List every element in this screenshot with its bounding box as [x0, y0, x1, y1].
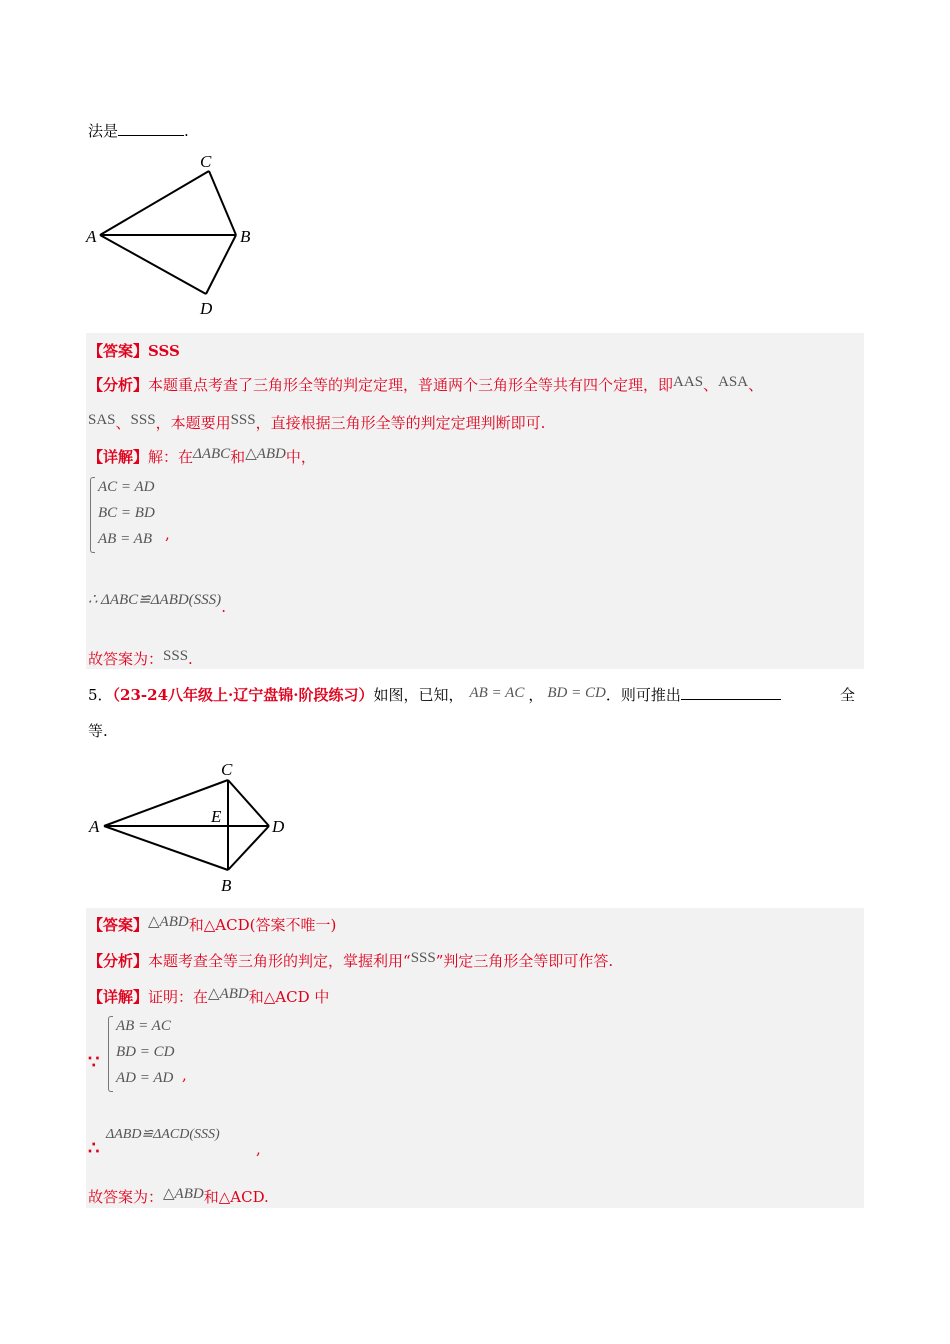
math-asa: ASA	[718, 374, 749, 390]
detail-text-b: 和△ACD 中	[248, 988, 330, 1006]
answer-blank	[118, 135, 184, 136]
therefore-symbol: ∴	[88, 1138, 100, 1159]
math-aas: AAS	[673, 374, 704, 390]
top-suffix: .	[184, 122, 189, 140]
q4-answer-line	[88, 340, 180, 361]
q5-final-line	[88, 1186, 269, 1207]
eq-bc-bd: BC = BD	[98, 505, 155, 521]
q5-analysis-line	[88, 950, 613, 971]
label-c: C	[221, 760, 233, 779]
label-d: D	[200, 299, 213, 318]
because-symbol: ∵	[88, 1052, 100, 1073]
final-text-a: 故答案为：	[88, 650, 164, 668]
separator: ，	[528, 686, 544, 704]
q5-stem-line-2: 等.	[88, 722, 108, 740]
label-e: E	[211, 807, 222, 826]
detail-text-b: 和	[230, 448, 246, 466]
analysis-tag: 【分析】	[88, 952, 149, 970]
final-text-a: 故答案为：	[88, 1188, 164, 1206]
detail-tag: 【详解】	[88, 988, 149, 1006]
math-ab-ac: AB = AC	[469, 685, 525, 701]
analysis-text-a: 本题重点考查了三角形全等的判定定理，普通两个三角形全等共有四个定理，即	[148, 376, 674, 394]
segment-ac	[100, 171, 209, 235]
analysis-text-c: ，直接根据三角形全等的判定定理判断即可.	[255, 414, 546, 432]
analysis-text-b: ”判定三角形全等即可作答.	[435, 952, 614, 970]
answer-tag: 【答案】	[88, 916, 149, 934]
math-triangle-abd: △ABD	[208, 986, 249, 1002]
segment-ab	[104, 826, 228, 870]
label-d: D	[272, 817, 285, 836]
math-sas: SAS	[88, 412, 116, 428]
math-triangle-abd: △ABD	[148, 914, 189, 930]
analysis-tag: 【分析】	[88, 376, 149, 394]
question-source: （23-24八年级上·辽宁盘锦·阶段练习）	[112, 686, 374, 704]
eq-ab-ac: AB = AC	[116, 1018, 171, 1034]
segment-ad	[100, 235, 206, 294]
segment-db	[206, 235, 236, 294]
system-brace	[90, 477, 95, 553]
math-sss: SSS	[130, 412, 156, 428]
q4-analysis-line-2	[88, 412, 545, 433]
analysis-text-a: 本题考查全等三角形的判定，掌握利用“	[148, 952, 411, 970]
segment-cb	[209, 171, 236, 235]
answer-value: SSS	[148, 342, 180, 360]
conclusion-math: ∴ ΔABC≌ΔABD(SSS)	[88, 592, 222, 608]
system-brace	[108, 1016, 113, 1092]
math-bd-cd: BD = CD	[547, 685, 606, 701]
eq-ac-ad: AC = AD	[98, 479, 155, 495]
figure-quadrilateral-acbd	[80, 150, 280, 320]
separator: 、	[748, 376, 764, 394]
final-text-b: 和△ACD.	[203, 1188, 269, 1206]
detail-text-a: 证明：在	[148, 988, 209, 1006]
label-b: B	[221, 876, 232, 895]
separator: 、	[115, 414, 131, 432]
answer-tag: 【答案】	[88, 342, 149, 360]
eq-bd-cd: BD = CD	[116, 1044, 175, 1060]
conclusion-comma: ,	[256, 1140, 261, 1158]
eq-ab-ab: AB = AB	[98, 531, 153, 547]
top-line	[88, 120, 189, 141]
q4-analysis-line-1	[88, 374, 763, 395]
q4-detail-line	[88, 446, 316, 467]
segment-bd	[228, 826, 269, 870]
detail-tag: 【详解】	[88, 448, 149, 466]
conclusion-dot: .	[221, 598, 226, 616]
label-c: C	[200, 152, 212, 171]
answer-text: 和△ACD(答案不唯一)	[188, 916, 337, 934]
q5-stem-line-1	[88, 684, 858, 705]
final-math: △ABD	[163, 1186, 204, 1202]
math-sss-2: SSS	[230, 412, 256, 428]
detail-text-c: 中，	[285, 448, 316, 466]
segment-cd	[228, 780, 269, 826]
separator: 、	[703, 376, 719, 394]
system-comma: ,	[182, 1066, 187, 1084]
detail-text-a: 解：在	[148, 448, 194, 466]
label-b: B	[240, 227, 251, 246]
final-math: SSS	[163, 648, 189, 664]
figure-kite-acdb	[80, 755, 310, 900]
analysis-text-b: ，本题要用	[155, 414, 231, 432]
label-a: A	[86, 227, 97, 246]
top-text: 法是	[88, 122, 119, 140]
q5-detail-line	[88, 986, 329, 1007]
eq-ad-ad: AD = AD	[116, 1070, 174, 1086]
q5-text-c: 全	[840, 686, 856, 704]
final-text-b: .	[188, 650, 193, 668]
math-sss: SSS	[410, 950, 436, 966]
q5-answer-blank	[681, 699, 781, 700]
q4-final-line	[88, 648, 193, 669]
q5-text-b: ．则可推出	[605, 686, 681, 704]
math-triangle-abc: ΔABC	[193, 446, 231, 462]
label-a: A	[89, 817, 100, 836]
conclusion-math: ΔABD≌ΔACD(SSS)	[106, 1127, 220, 1142]
q5-text-a: 如图，已知，	[373, 686, 464, 704]
q4-conclusion	[88, 590, 226, 616]
q5-answer-line	[88, 914, 336, 935]
system-comma: ,	[165, 525, 170, 543]
segment-ac	[104, 780, 228, 826]
math-triangle-abd: △ABD	[245, 446, 286, 462]
question-number: 5．	[88, 686, 113, 704]
